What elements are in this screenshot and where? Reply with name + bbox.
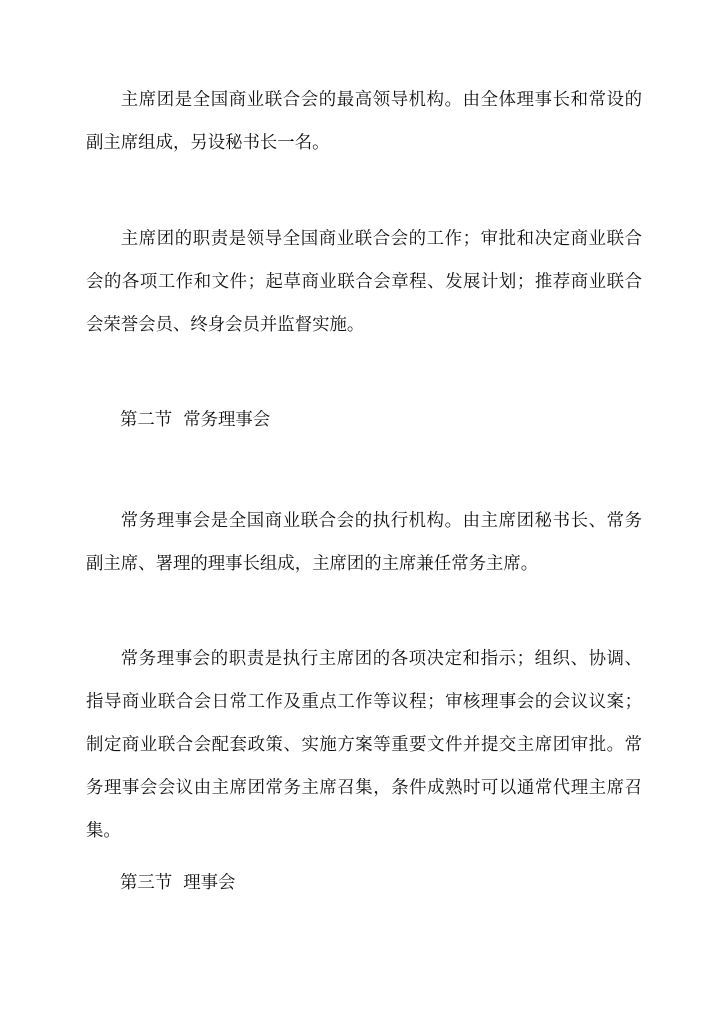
paragraph-standing-council-definition: 常务理事会是全国商业联合会的执行机构。由主席团秘书长、常务副主席、署理的理事长组成，主席团的主席兼任常务主席。 <box>86 511 642 574</box>
paragraph-presidium-definition: 主席团是全国商业联合会的最高领导机构。由全体理事长和常设的副主席组成，另设秘书长一名。 <box>86 90 642 153</box>
paragraph-presidium-duties: 主席团的职责是领导全国商业联合会的工作；审批和决定商业联合会的各项工作和文件；起草商业联合会章程、发展计划；推荐商业联合会荣誉会员、终身会员并监督实施。 <box>86 229 642 335</box>
section-heading-standing-council: 第二节 常务理事会 <box>120 410 271 430</box>
paragraph-standing-council-duties: 常务理事会的职责是执行主席团的各项决定和指示；组织、协调、指导商业联合会日常工作及重点工作等议程；审核理事会的会议议案；制定商业联合会配套政策、实施方案等重要文件并提交主席团审批。常务理事会会议由主席团常务主席召集，条件成熟时可以通常代理主席召集。 <box>86 649 642 841</box>
section-heading-council: 第三节 理事会 <box>120 873 236 893</box>
